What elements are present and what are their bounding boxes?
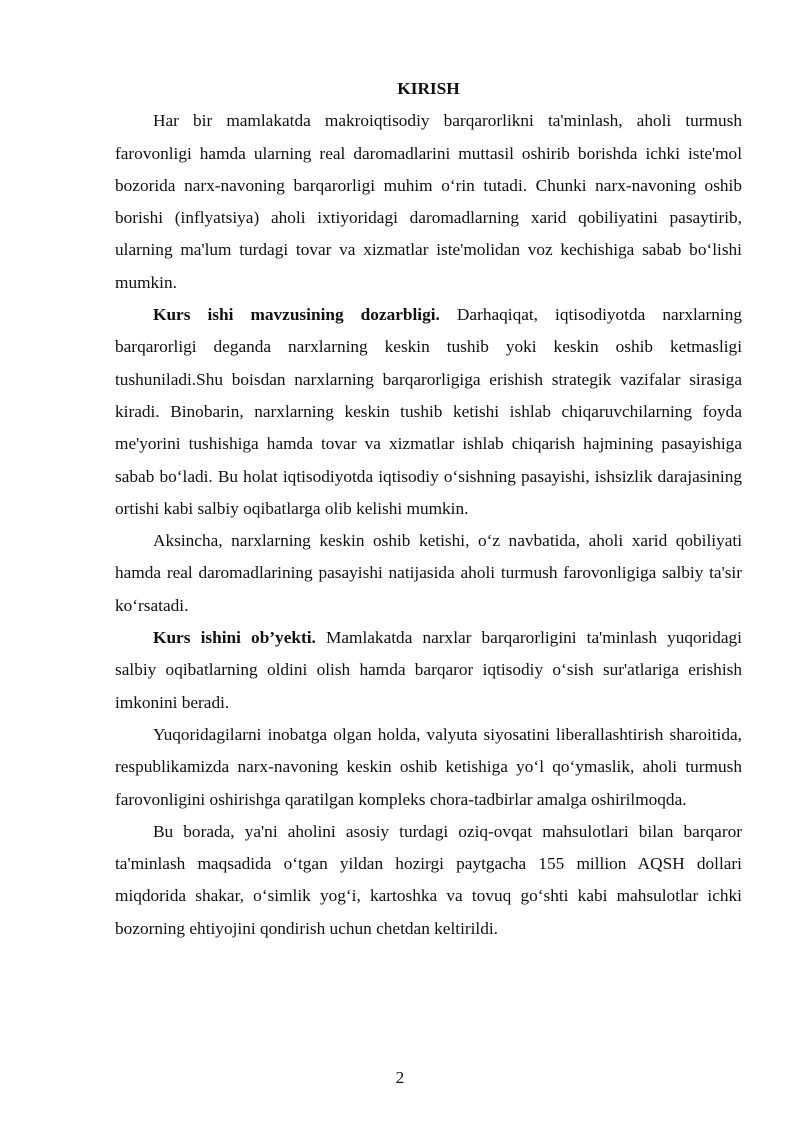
paragraph-conversely (115, 525, 742, 622)
paragraph-lead: Kurs ishi mavzusining dozarbligi. (153, 305, 440, 325)
paragraph-relevance (115, 299, 742, 525)
paragraph-object (115, 622, 742, 719)
paragraph-text: Yuqoridagilarni inobatga olgan holda, valyuta siyosatini liberallashtirish sharoitida, respublikamizda narx-navoning keskin oshib ketishiga yo‘l qo‘ymaslik, aholi turmush farovonligini oshirishga qaratilgan kompleks chora-tadbirlar amalga oshirilmoqda. (115, 724, 742, 809)
paragraph-text: Mamlakatda narxlar barqarorligini ta'minlash yuqoridagi salbiy oqibatlarning oldini olish hamda barqaror iqtisodiy o‘sish sur'atlariga erishish imkonini beradi. (115, 628, 742, 712)
paragraph-text: Har bir mamlakatda makroiqtisodiy barqarorlikni ta'minlash, aholi turmush farovonligi hamda ularning real daromadlarini muttasil oshirib borishda ichki iste'mol bozorida narx-navoning barqarorligi muhim o‘rin tutadi. Chunki narx-navoning oshib borishi (inflyatsiya) aholi ixtiyoridagi daromadlarning xarid qobiliyatini pasaytirib, ularning ma'lum turdagi tovar va xizmatlar iste'molidan voz kechishiga sabab bo‘lishi mumkin. (115, 111, 742, 292)
section-title: KIRISH (397, 79, 460, 98)
paragraph-imports (115, 816, 742, 945)
paragraph-intro (115, 105, 742, 299)
paragraph-text: Aksincha, narxlarning keskin oshib ketishi, o‘z navbatida, aholi xarid qobiliyati hamda real daromadlarining pasayishi natijasida aholi turmush farovonligiga salbiy ta'sir ko‘rsatadi. (115, 531, 742, 615)
page-content (115, 73, 742, 945)
paragraph-lead: Kurs ishini ob’yekti. (153, 628, 316, 648)
page-number: 2 (395, 1068, 405, 1087)
paragraph-text: Bu borada, ya'ni aholini asosiy turdagi oziq-ovqat mahsulotlari bilan barqaror ta'minlash maqsadida o‘tgan yildan hozirgi paytgacha 155 million AQSH dollari miqdorida shakar, o‘simlik yog‘i, kartoshka va tovuq go‘shti kabi mahsulotlar ichki bozorning ehtiyojini qondirish uchun chetdan keltirildi. (115, 821, 742, 938)
paragraph-text: Darhaqiqat, iqtisodiyotda narxlarning barqarorligi deganda narxlarning keskin tushib yoki keskin oshib ketmasligi tushuniladi.Shu boisdan narxlarning barqarorligiga erishish strategik vazifalar sirasiga kiradi. Binobarin, narxlarning keskin tushib ketishi ishlab chiqaruvchilarning foyda me'yorini tushishiga hamda tovar va xizmatlar ishlab chiqarish hajmining pasayishiga sabab bo‘ladi. Bu holat iqtisodiyotda iqtisodiy o‘sishning pasayishi, ishsizlik darajasining ortishi kabi salbiy oqibatlarga olib kelishi mumkin. (115, 305, 742, 518)
paragraph-measures (115, 719, 742, 816)
